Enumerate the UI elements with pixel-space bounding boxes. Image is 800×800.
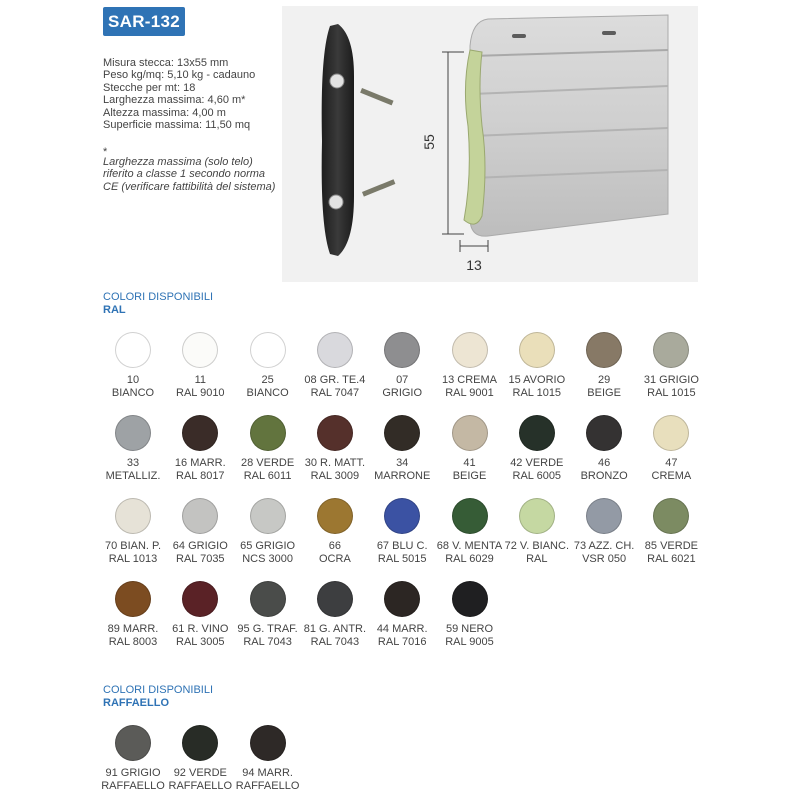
color-swatch [115, 415, 151, 451]
color-swatch [384, 332, 420, 368]
color-label-line2: METALLIZ. [105, 470, 161, 482]
color-label-line1: 81 G. ANTR. [303, 623, 367, 635]
spec-line: Misura stecca: 13x55 mm [103, 57, 229, 69]
color-swatch [182, 725, 218, 761]
color-swatch [250, 332, 286, 368]
color-label-line1: 46 [597, 457, 611, 469]
color-label-line2: BEIGE [587, 387, 621, 399]
color-label-line1: 67 BLU C. [376, 540, 428, 552]
color-label-line1: 13 CREMA [441, 374, 498, 386]
color-label-line1: 66 [328, 540, 342, 552]
color-label-line1: 11 [194, 374, 206, 386]
color-label-line1: 92 VERDE [173, 767, 227, 779]
raffaello-title: COLORI DISPONIBILI [103, 684, 214, 696]
color-swatch [653, 415, 689, 451]
color-label-line1: 64 GRIGIO [172, 540, 228, 552]
color-label-line1: 73 AZZ. CH. [573, 540, 635, 552]
color-label-line2: RAL 6021 [647, 553, 696, 565]
color-label-line1: 68 V. MENTA [436, 540, 503, 552]
color-label-line2: OCRA [319, 553, 351, 565]
color-label-line1: 28 VERDE [240, 457, 295, 469]
color-label-line2: RAL 5015 [377, 553, 427, 565]
color-label-line2: RAL 7043 [243, 636, 292, 648]
color-label-line1: 85 VERDE [644, 540, 698, 552]
color-label-line1: 31 GRIGIO [643, 374, 699, 386]
spec-line: Larghezza massima: 4,60 m* [103, 94, 246, 107]
color-label-line1: 07 [396, 374, 409, 386]
color-label-line1: 15 AVORIO [508, 374, 566, 386]
spec-line: Superficie massima: 11,50 mq [103, 119, 251, 132]
color-label-line2: BRONZO [580, 470, 628, 482]
color-label-line1: 08 GR. TE.4 [304, 374, 366, 386]
color-label-line2: BIANCO [246, 387, 289, 399]
color-label-line1: 41 [463, 457, 476, 469]
color-label-line2: RAL 1013 [108, 553, 158, 565]
color-swatch [115, 332, 151, 368]
color-label-line2: MARRONE [374, 470, 431, 482]
color-swatch [317, 332, 353, 368]
color-label-line2: RAL [526, 553, 548, 565]
color-label-line1: 61 R. VINO [172, 623, 229, 635]
color-label-line2: CREMA [651, 470, 692, 482]
slat-profile-image [464, 15, 668, 236]
color-swatch [182, 332, 218, 368]
color-swatch [115, 725, 151, 761]
color-swatch [250, 581, 286, 617]
color-label-line1: 34 [396, 457, 409, 469]
color-label-line1: 42 VERDE [510, 457, 564, 469]
color-label [630, 457, 712, 483]
color-label-line2: RAL 3005 [176, 636, 225, 648]
color-label-line2: RAL 9005 [445, 636, 494, 648]
color-label-line2: VSR 050 [582, 553, 627, 565]
color-label-line2: BEIGE [452, 470, 487, 482]
color-swatch [317, 581, 353, 617]
color-label-line1: 70 BIAN. P. [104, 540, 162, 552]
spec-line: Peso kg/mq: 5,10 kg - cadauno [103, 69, 256, 82]
color-label [227, 767, 309, 793]
color-swatch [115, 498, 151, 534]
color-label-line1: 47 [665, 457, 678, 469]
color-label-line1: 91 GRIGIO [105, 767, 161, 779]
spec-line: Altezza massima: 4,00 m [103, 106, 226, 119]
color-label-line1: 30 R. MATT. [304, 457, 366, 469]
color-label-line1: 10 [126, 374, 140, 386]
product-illustration [282, 6, 698, 282]
color-label-line2: RAL 1015 [647, 387, 696, 399]
ral-title: COLORI DISPONIBILI [103, 291, 214, 303]
color-label-line2: RAL 9010 [176, 387, 225, 399]
color-label-line2: BIANCO [111, 387, 155, 399]
color-label-line2: RAL 9001 [445, 387, 494, 399]
color-swatch [115, 581, 151, 617]
color-swatch [384, 415, 420, 451]
color-swatch [250, 498, 286, 534]
color-label-line2: RAL 7035 [176, 553, 225, 565]
color-swatch [182, 498, 218, 534]
color-swatch [182, 581, 218, 617]
color-label-line2: RAFFAELLO [101, 780, 165, 792]
raffaello-subtitle: RAFFAELLO [103, 697, 169, 709]
dimension-height-label: 55 [421, 134, 437, 150]
color-label-line2: RAL 7043 [310, 636, 360, 648]
color-swatch [250, 415, 286, 451]
ral-subtitle: RAL [103, 304, 126, 316]
color-swatch [586, 498, 622, 534]
color-label-line2: RAL 6005 [512, 470, 562, 482]
color-swatch [384, 581, 420, 617]
color-label-line1: 33 [126, 457, 140, 469]
color-label-line2: RAL 3009 [310, 470, 360, 482]
product-specs [103, 57, 255, 131]
color-label-line2: RAL 6029 [445, 553, 494, 565]
color-label-line2: RAL 8017 [176, 470, 225, 482]
color-label-line2: NCS 3000 [242, 553, 293, 565]
color-swatch [182, 415, 218, 451]
color-label-line2: RAL 7016 [377, 636, 427, 648]
color-label-line2: RAFFAELLO [235, 780, 300, 792]
color-label-line1: 65 GRIGIO [240, 540, 296, 552]
color-swatch [586, 415, 622, 451]
width-note: Larghezza massima (solo telo) riferito a classe 1 secondo norma CE (verificare fattibilità del sistema) [103, 156, 276, 193]
color-label-line1: 95 G. TRAF. [237, 623, 298, 635]
color-swatch [317, 498, 353, 534]
color-label-line1: 59 NERO [445, 623, 494, 635]
color-swatch [250, 725, 286, 761]
note-marker: * [103, 146, 108, 158]
spec-line: Stecche per mt: 18 [103, 81, 196, 94]
color-swatch [317, 415, 353, 451]
color-swatch [452, 498, 488, 534]
color-label-line1: 44 MARR. [376, 623, 428, 635]
color-swatch [586, 332, 622, 368]
color-label-line2: GRIGIO [382, 387, 423, 399]
color-label-line2: RAL 6011 [243, 470, 292, 482]
color-swatch [452, 581, 488, 617]
color-label-line2: RAFFAELLO [168, 780, 233, 792]
color-label-line2: RAL 7047 [310, 387, 360, 399]
ral-section-title [103, 291, 213, 317]
color-label-line1: 89 MARR. [107, 623, 159, 635]
color-label-line2: RAL 1015 [512, 387, 562, 399]
product-code-badge: SAR-132 [103, 7, 185, 36]
color-label-line1: 25 [261, 374, 274, 386]
color-swatch [653, 332, 689, 368]
color-label-line2: RAL 8003 [108, 636, 158, 648]
color-label-line1: 29 [597, 374, 611, 386]
color-label [630, 374, 712, 400]
color-swatch [519, 415, 555, 451]
color-label [630, 540, 712, 566]
color-swatch [452, 415, 488, 451]
color-swatch [519, 498, 555, 534]
color-label-line1: 94 MARR. [242, 767, 293, 779]
color-label-line1: 16 MARR. [174, 457, 226, 469]
color-swatch [452, 332, 488, 368]
color-swatch [653, 498, 689, 534]
color-label [429, 623, 511, 649]
raffaello-section-title [103, 684, 213, 710]
color-label-line1: 72 V. BIANC. [504, 540, 569, 552]
color-swatch [519, 332, 555, 368]
dimension-width-label: 13 [466, 257, 482, 273]
color-swatch [384, 498, 420, 534]
